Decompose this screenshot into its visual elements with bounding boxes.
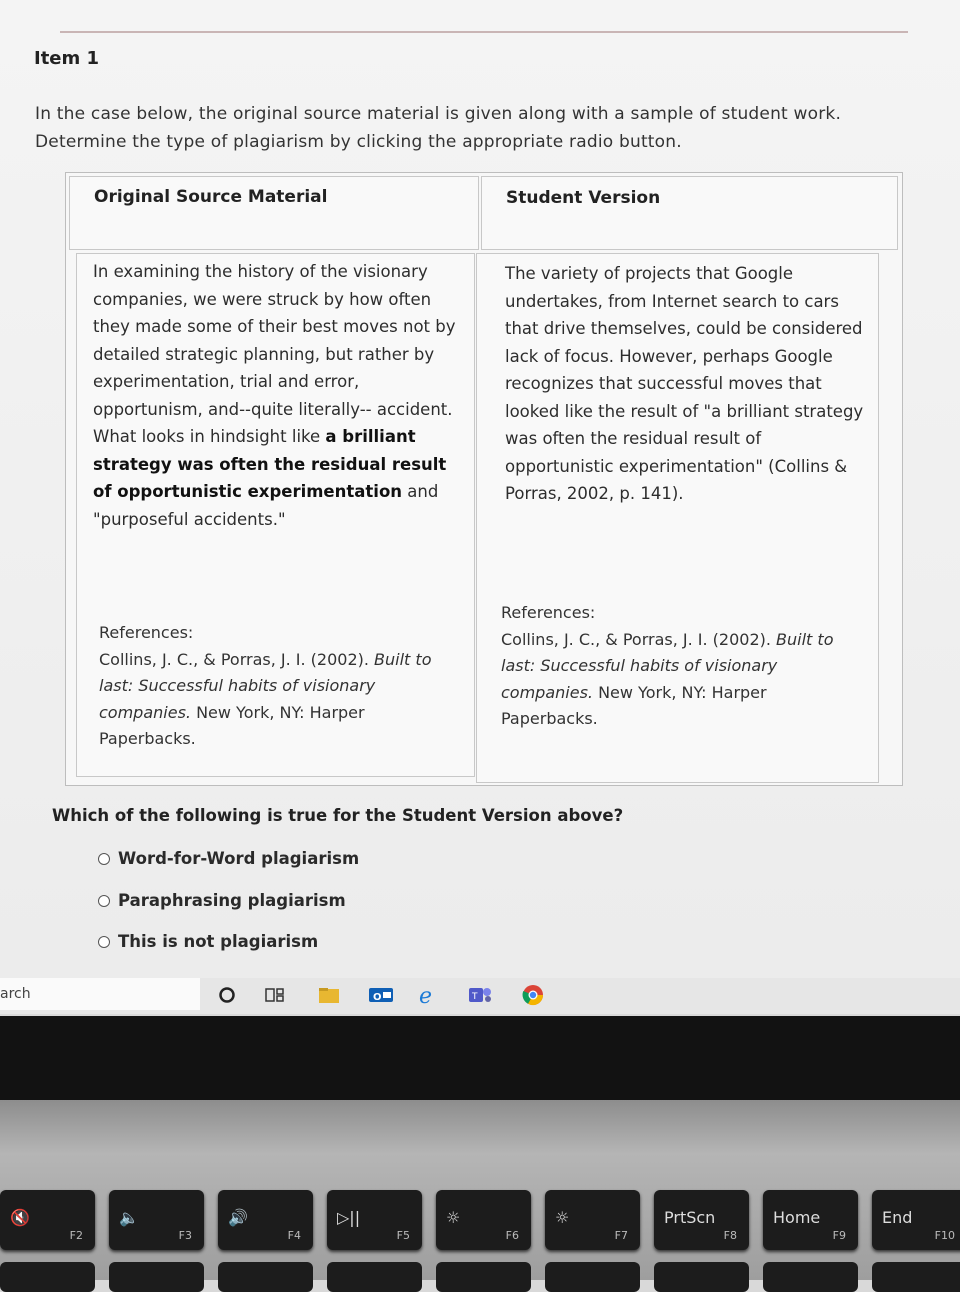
question-prompt: Which of the following is true for the Student Version above? [52, 806, 624, 825]
item-title: Item 1 [34, 48, 100, 69]
chrome-icon[interactable] [518, 982, 548, 1008]
original-references: References: Collins, J. C., & Porras, J. I. (2002). Built to last: Successful habits of visionary companies. New York, NY: Harper Paperbacks. [99, 623, 432, 748]
keyboard-key-row2[interactable] [763, 1262, 858, 1292]
student-cell [476, 253, 879, 783]
radio-button[interactable] [98, 936, 110, 948]
highlighted-passage: a brilliant strategy was often the residual result of opportunistic experimentation [93, 427, 447, 501]
key-f4[interactable] [218, 1190, 313, 1250]
keyboard-key-row2[interactable] [654, 1262, 749, 1292]
key-label: PrtScn [664, 1208, 716, 1227]
key-f6[interactable] [436, 1190, 531, 1250]
file-explorer-icon[interactable] [314, 982, 344, 1008]
key-label: ☼ [555, 1208, 570, 1227]
option-paraphrasing[interactable]: Paraphrasing plagiarism [98, 891, 346, 910]
keyboard-key-row2[interactable] [109, 1262, 204, 1292]
top-divider [60, 31, 908, 33]
key-fn-label: F7 [614, 1229, 628, 1242]
key-fn-label: F9 [832, 1229, 846, 1242]
key-fn-label: F2 [69, 1229, 83, 1242]
key-f3[interactable] [109, 1190, 204, 1250]
keyboard-key-row2[interactable] [327, 1262, 422, 1292]
radio-button[interactable] [98, 895, 110, 907]
header-cell-original [69, 176, 479, 250]
svg-text:O: O [373, 992, 382, 1003]
comparison-table [65, 172, 903, 786]
original-cell [76, 253, 475, 777]
outlook-icon[interactable] [366, 982, 396, 1008]
key-label: ☼ [446, 1208, 461, 1227]
svg-text:T: T [472, 992, 478, 1002]
instructions: In the case below, the original source material is given along with a sample of student work. Determine the type of plagiarism by clicking the appropriate radio button. [35, 104, 842, 152]
key-label: End [882, 1208, 913, 1227]
key-label: 🔇 [10, 1208, 30, 1227]
svg-text:e: e [419, 984, 433, 1006]
internet-explorer-icon[interactable] [414, 982, 444, 1008]
option-word-for-word[interactable]: Word-for-Word plagiarism [98, 849, 359, 868]
student-version-text: The variety of projects that Google undertakes, from Internet search to cars that drive themselves, could be considered lack of focus. However, perhaps Google recognizes that successful moves that looked like the result of "a brilliant strategy was often the residual result of opportunistic experimentation" (Collins & Porras, 2002, p. 141). [505, 264, 864, 503]
column-header-student: Student Version [506, 188, 661, 208]
header-cell-student [481, 176, 898, 250]
key-fn-label: F4 [287, 1229, 301, 1242]
key-fn-label: F6 [505, 1229, 519, 1242]
original-source-text: In examining the history of the visionary companies, we were struck by how often they made some of their best moves not by detailed strategic planning, but rather by experimentation, trial and error, opportunism, and--quite literally-- accident. What looks in hindsight like a brilliant strategy was often the residual result of opportunistic experimentation and "purposeful accidents." [93, 262, 456, 529]
keyboard-key-row2[interactable] [436, 1262, 531, 1292]
cortana-icon[interactable] [212, 982, 242, 1008]
keyboard-key-row2[interactable] [218, 1262, 313, 1292]
key-label: Home [773, 1208, 821, 1227]
key-label: 🔊 [228, 1208, 248, 1227]
key-label: ▷|| [337, 1208, 361, 1227]
task-view-icon[interactable] [260, 982, 290, 1008]
key-f9[interactable] [763, 1190, 858, 1250]
key-fn-label: F8 [723, 1229, 737, 1242]
keyboard-key-row2[interactable] [545, 1262, 640, 1292]
option-not-plagiarism[interactable]: This is not plagiarism [98, 932, 318, 951]
keyboard-key-row2[interactable] [0, 1262, 95, 1292]
key-f2[interactable] [0, 1190, 95, 1250]
laptop-bezel [0, 1016, 960, 1100]
key-f8[interactable] [654, 1190, 749, 1250]
key-f10[interactable] [872, 1190, 960, 1250]
key-f7[interactable] [545, 1190, 640, 1250]
key-fn-label: F3 [178, 1229, 192, 1242]
keyboard-key-row2[interactable] [872, 1262, 960, 1292]
key-label: 🔈 [119, 1208, 139, 1227]
teams-icon[interactable] [466, 982, 496, 1008]
radio-button[interactable] [98, 853, 110, 865]
taskbar-search-box[interactable]: arch [0, 978, 200, 1010]
student-references: References: Collins, J. C., & Porras, J. I. (2002). Built to last: Successful habits of visionary companies. New York, NY: Harper Paperbacks. [501, 603, 834, 728]
key-fn-label: F5 [396, 1229, 410, 1242]
key-fn-label: F10 [934, 1229, 955, 1242]
column-header-original: Original Source Material [94, 187, 328, 207]
key-f5[interactable] [327, 1190, 422, 1250]
